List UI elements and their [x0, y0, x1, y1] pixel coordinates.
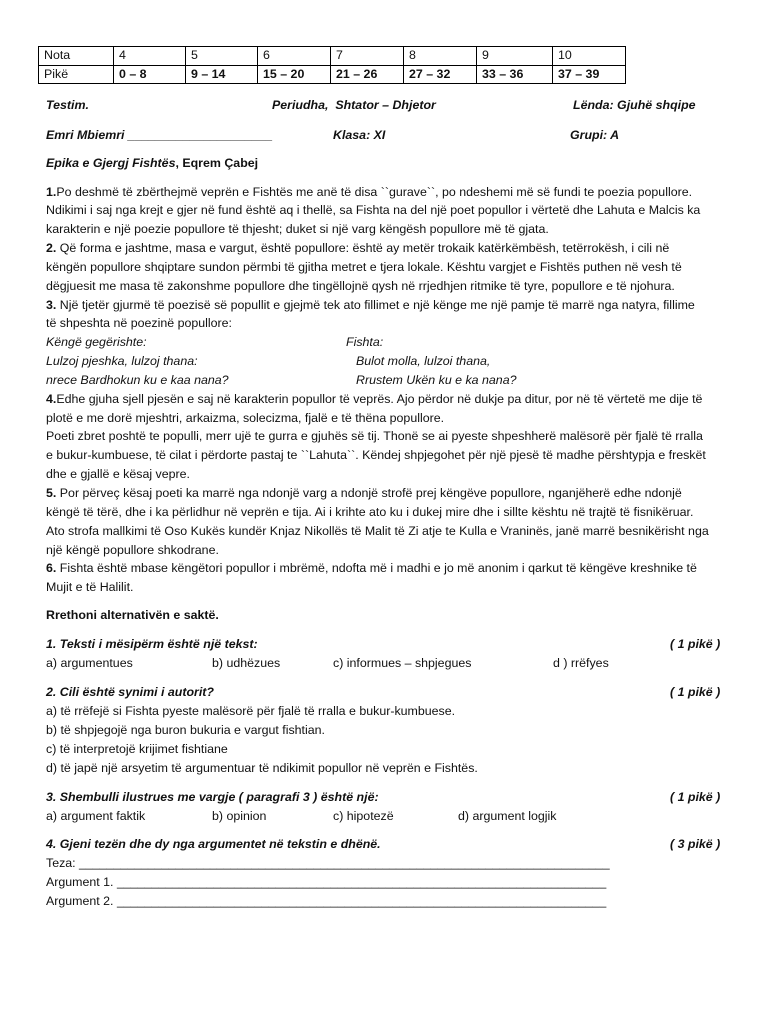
grade-cell: 5 — [186, 47, 258, 66]
passage-line — [46, 296, 736, 315]
question-points: ( 1 pikë ) — [670, 684, 721, 699]
answer-option: c) të interpretojë krijimet fishtiane — [46, 741, 228, 756]
verse-line — [46, 352, 736, 371]
passage-line: Mujit e të Halilit. — [46, 580, 134, 595]
work-title: Epika e Gjergj Fishtës — [46, 155, 176, 170]
fishta-verse: Fishta: — [346, 335, 384, 350]
answer-option: c) informues – shpjegues — [333, 655, 472, 670]
points-row-label: Pikë — [39, 65, 114, 84]
passage-text: Edhe gjuha sjell pjesën e saj në karakterin popullor të veprës. Ajo përdor në dukje pa ditur, por në të vërtetë me dije të — [56, 391, 703, 406]
grade-cell: 9 — [477, 47, 553, 66]
question-4 — [46, 835, 736, 911]
question-title: 1. Teksti i mësipërm është një tekst: — [46, 636, 258, 651]
points-range-cell: 27 – 32 — [404, 65, 477, 84]
answer-option: d) të japë një arsyetim të argumentuar të ndikimit popullor në veprën e Fishtës. — [46, 760, 478, 775]
points-row — [39, 65, 626, 84]
paragraph-number: 4. — [46, 391, 57, 406]
answer-option: a) argument faktik — [46, 808, 146, 823]
class-label: Klasa: XI — [333, 127, 386, 142]
answer-option: b) opinion — [212, 808, 267, 823]
question-header — [46, 683, 736, 702]
folk-song-verse: Lulzoj pjeshka, lulzoj thana: — [46, 354, 198, 369]
question-title: 3. Shembulli ilustrues me vargje ( paragrafi 3 ) është një: — [46, 789, 379, 804]
answer-option: c) hipotezë — [333, 808, 394, 823]
grade-row-label: Nota — [39, 47, 114, 66]
instruction-heading: Rrethoni alternativën e saktë. — [46, 607, 219, 622]
passage-line: dhe e gjallë e kësaj vepre. — [46, 467, 190, 482]
paragraph-number: 2. — [46, 241, 57, 256]
question-3 — [46, 788, 736, 826]
points-range-cell: 0 – 8 — [114, 65, 186, 84]
answer-option: b) udhëzues — [212, 655, 281, 670]
reading-passage — [46, 183, 736, 598]
passage-line — [46, 559, 736, 578]
points-range-cell: 33 – 36 — [477, 65, 553, 84]
passage-line: Poeti zbret poshtë te populli, merr ujë te gurra e gjuhës së tij. Thonë se ai pyeste shpeshherë malësorë për fjalë të rralla — [46, 429, 703, 444]
passage-title — [46, 154, 258, 173]
paragraph-number: 1. — [46, 184, 57, 199]
passage-line: një këngë popullore shkodrane. — [46, 542, 219, 557]
passage-text: Fishta është mbase këngëtori popullor i mbrëmë, ndofta më i madhi e jo më anonim i qarkut të këngëve kreshnike të — [59, 561, 697, 576]
grade-row — [39, 47, 626, 66]
question-title: 4. Gjeni tezën dhe dy nga argumentet në tekstin e dhënë. — [46, 836, 381, 851]
question-title: 2. Cili është synimi i autorit? — [46, 684, 214, 699]
verse-line — [46, 371, 736, 390]
passage-line: e bukur-kumbuese, të cilat i përdorte pastaj te ``Lahuta``. Këndej shpjegohet për një pjesë të madhe përshtypja e freskët — [46, 448, 706, 463]
argument-2-answer-line: Argument 2. _______________________________________________________________________ — [46, 893, 607, 908]
answer-options-row — [46, 654, 736, 673]
group-label: Grupi: A — [570, 127, 620, 142]
answer-option: a) të rrëfejë si Fishta pyeste malësorë për fjalë të rralla e bukur-kumbuese. — [46, 703, 456, 718]
subject-label: Lënda: Gjuhë shqipe — [573, 97, 696, 112]
folk-song-verse: Këngë gegërishte: — [46, 335, 147, 350]
passage-line — [46, 239, 736, 258]
passage-text: Por përveç kësaj poeti ka marrë nga ndonjë varg a ndonjë strofë prej këngëve popullore, nganjëherë edhe ndonjë — [59, 486, 682, 500]
question-1 — [46, 635, 736, 673]
passage-line: karakterin e një poezie popullore të thjesht; duket si një varg këngësh popullore më të gjata. — [46, 222, 549, 237]
fishta-verse: Rrustem Ukën ku e ka nana? — [356, 372, 517, 387]
answer-option: a) argumentues — [46, 655, 133, 670]
grade-cell: 8 — [404, 47, 477, 66]
question-points: ( 1 pikë ) — [670, 789, 721, 804]
folk-song-verse: nrece Bardhokun ku e kaa nana? — [46, 372, 229, 387]
question-header — [46, 635, 736, 654]
passage-line: këngë të tërë, dhe i ka përlidhur në veprën e tija. Ai i krihte ato ku i dukej mire dhe i sillte kështu në trajtë të fisnikëruar. — [46, 504, 694, 519]
passage-line: të shpeshta në poezinë popullore: — [46, 316, 232, 331]
grade-cell: 6 — [258, 47, 331, 66]
student-name-field: Emri Mbiemri _____________________ — [46, 127, 273, 142]
passage-line — [46, 484, 736, 503]
answer-option: b) të shpjegojë nga buron bukuria e vargut fishtian. — [46, 722, 325, 737]
answer-option: d ) rrëfyes — [553, 655, 609, 670]
question-header — [46, 835, 736, 854]
passage-line: këngën popullore shqiptare sundon përmbi të gjitha metret e tjera lokale. Kështu vargjet e Fishtës puthen në vesh të — [46, 259, 682, 274]
passage-line: Ndikimi i saj nga krejt e gjer në fund është aq i thellë, sa Fishta na del një poet popullor i vërtetë dhe Lahuta e Malcis ka — [46, 203, 701, 218]
argument-1-answer-line: Argument 1. _______________________________________________________________________ — [46, 874, 607, 889]
answer-options-row — [46, 807, 736, 826]
period-label: Periudha, Shtator – Dhjetor — [272, 97, 436, 112]
passage-line: Ato strofa mallkimi të Oso Kukës kundër Knjaz Nikollës të Malit të Zi atje te Kulla e Vraninës, janë marrë besnikërisht nga — [46, 523, 709, 538]
grade-cell: 7 — [331, 47, 404, 66]
question-points: ( 1 pikë ) — [670, 636, 721, 651]
passage-text: Po deshmë të zbërthejmë veprën e Fishtës me anë të disa ``gurave``, po ndeshemi më së fundi te poezia popullore. — [56, 184, 693, 199]
thesis-answer-line: Teza: _____________________________________________________________________________ — [46, 855, 610, 870]
verse-line — [46, 333, 736, 352]
passage-text: Një tjetër gjurmë të poezisë së popullit e gjejmë tek ato fillimet e një kënge me një pamje të marrë nga natyra, fillime — [59, 297, 695, 312]
grade-cell: 10 — [553, 47, 626, 66]
paragraph-number: 6. — [46, 561, 57, 576]
question-2 — [46, 683, 736, 778]
grade-scale-table — [38, 46, 626, 84]
passage-line — [46, 390, 736, 409]
question-points: ( 3 pikë ) — [670, 836, 721, 851]
points-range-cell: 15 – 20 — [258, 65, 331, 84]
fishta-verse: Bulot molla, lulzoi thana, — [356, 354, 491, 369]
passage-line: plotë e me dorë mjeshtri, arkaizma, solecizma, fjalë e të thëna popullore. — [46, 410, 445, 425]
test-label: Testim. — [46, 97, 89, 112]
author-name: , Eqrem Çabej — [175, 155, 259, 170]
points-range-cell: 37 – 39 — [553, 65, 626, 84]
passage-line: dëgjuesit me masa të zakonshme popullore dhe tingëllojnë qysh në rrjedhjen ritmike të tyre, popullore e të njohura. — [46, 278, 675, 293]
answer-option: d) argument logjik — [458, 808, 557, 823]
passage-line — [46, 183, 736, 202]
points-range-cell: 21 – 26 — [331, 65, 404, 84]
paragraph-number: 5. — [46, 486, 57, 500]
passage-text: Që forma e jashtme, masa e vargut, është popullore: është ay metër trokaik katërkëmbësh, tetërrokësh, i cili në — [59, 241, 670, 256]
question-header — [46, 788, 736, 807]
paragraph-number: 3. — [46, 297, 57, 312]
grade-cell: 4 — [114, 47, 186, 66]
points-range-cell: 9 – 14 — [186, 65, 258, 84]
